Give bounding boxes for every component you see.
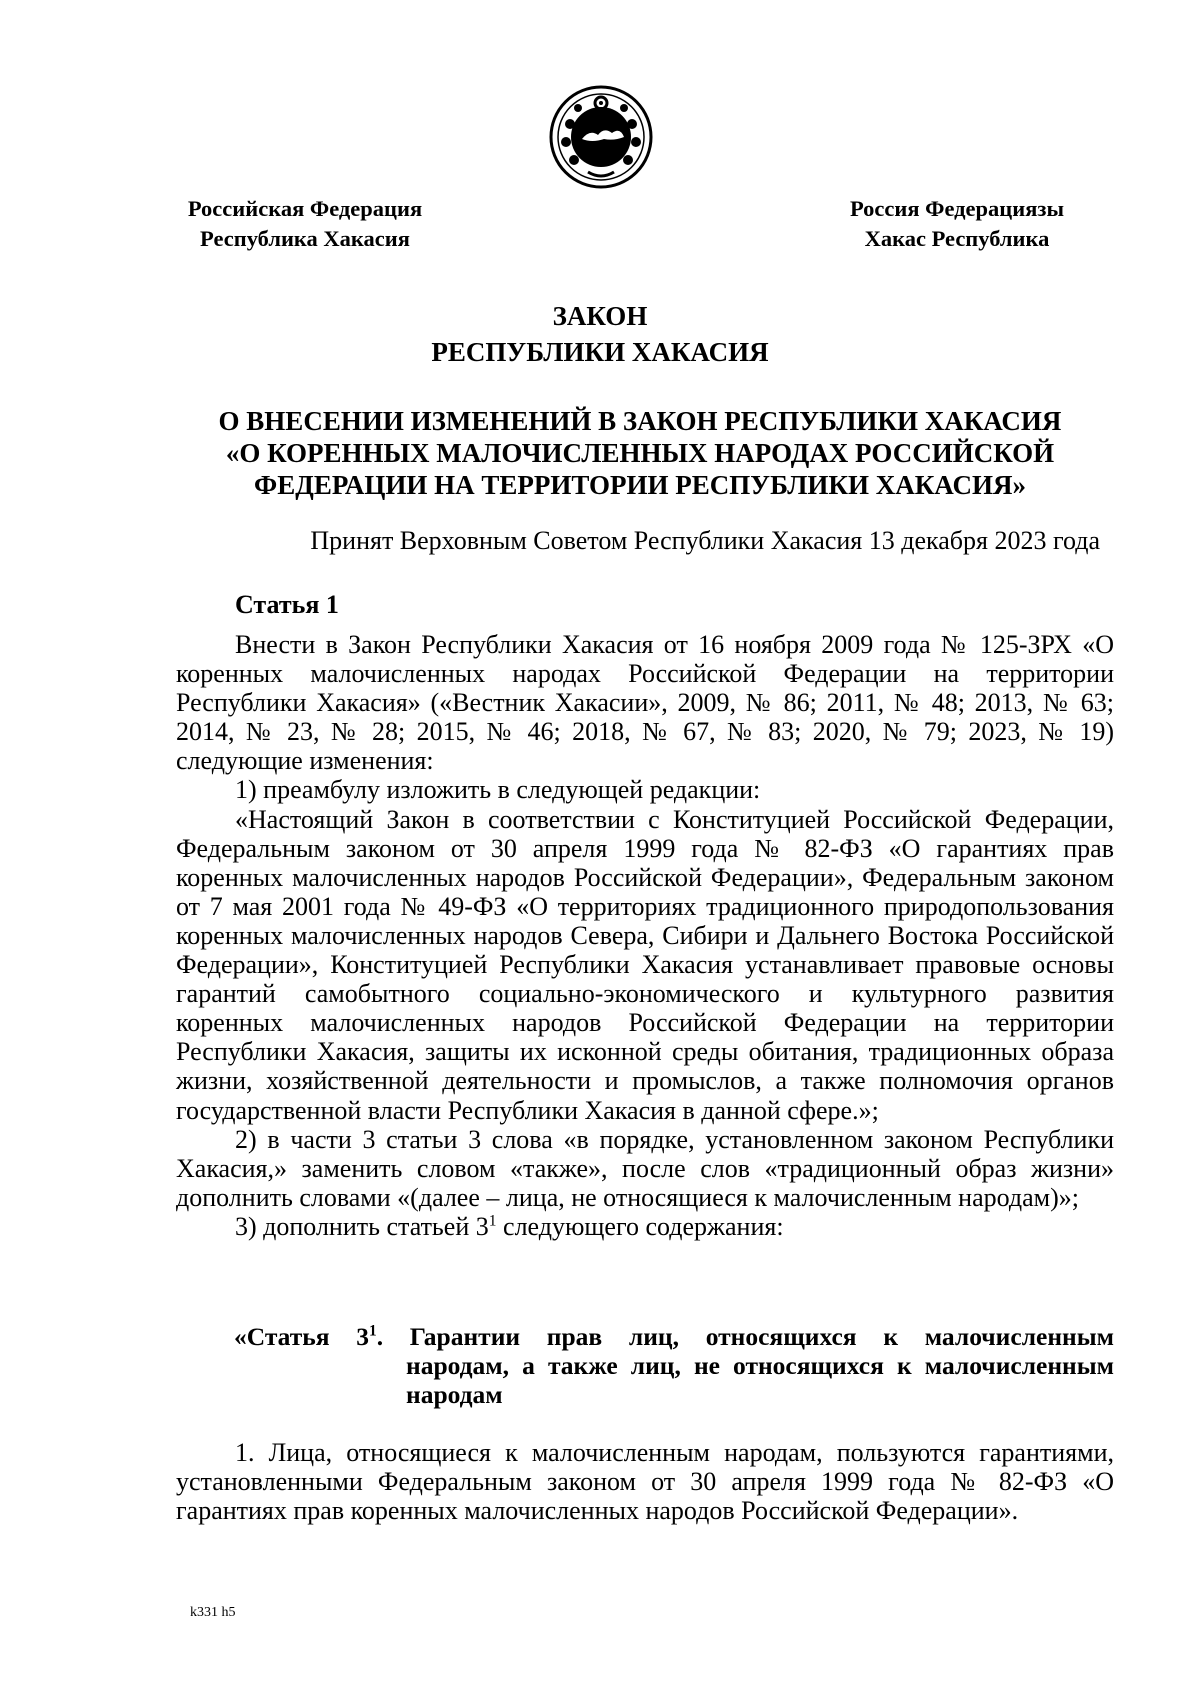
article-3-1-body <box>176 1438 1114 1525</box>
article-3-1-heading <box>234 1322 1114 1409</box>
document-issuer-title: РЕСПУБЛИКИ ХАКАСИЯ <box>431 337 769 367</box>
amendment-item-2: 2) в части 3 статьи 3 слова «в порядке, установленном законом Республики Хакасия,» заменить словом «также», после слов «традиционный образ жизни» дополнить словами «(далее – лица, не относящиеся к малочисленным народам)»; <box>176 1124 1114 1212</box>
law-subject-line2: «О КОРЕННЫХ МАЛОЧИСЛЕННЫХ НАРОДАХ РОССИЙСКОЙ <box>225 438 1055 468</box>
article-3-1-paragraph-1: 1. Лица, относящиеся к малочисленным народам, пользуются гарантиями, установленными Федеральным законом от 30 апреля 1999 года № 82-ФЗ «О гарантиях прав коренных малочисленных народов Российской Федерации». <box>176 1438 1114 1526</box>
article-3-1-heading-line1 <box>234 1322 1114 1351</box>
header-right-line1: Россия Федерациязы <box>849 196 1065 221</box>
amendment-item-3-superscript: 1 <box>488 1212 497 1230</box>
article-3-1-title-line1: Гарантии прав лиц, относящихся к малочисленным <box>383 1322 1114 1351</box>
document-type-title: ЗАКОН <box>552 301 648 331</box>
article-1-body <box>176 630 1114 1241</box>
article-3-1-title-continuation <box>234 1351 1114 1409</box>
article-3-1-title-line2: народам, а также лиц, не относящихся к малочисленным <box>406 1351 1114 1380</box>
article-3-1-dot: . <box>376 1322 384 1351</box>
amendment-item-3 <box>176 1212 1114 1241</box>
adoption-statement: Принят Верховным Советом Республики Хакасия 13 декабря 2023 года <box>310 526 1100 555</box>
amendment-item-3-text-end: следующего содержания: <box>496 1211 784 1241</box>
coat-of-arms-emblem-icon <box>548 84 654 190</box>
amendment-item-3-text: 3) дополнить статьей 3 <box>235 1211 489 1241</box>
article-1-intro: Внести в Закон Республики Хакасия от 16 ноября 2009 года № 125-ЗРХ «О коренных малочисленных народах Российской Федерации на территории Республики Хакасия» («Вестник Хакасии», 2009, № 86; 2011, № 48; 2013, № 63; 2014, № 23, № 28; 2015, № 46; 2018, № 67, № 83; 2020, № 79; 2023, № 19) следующие изменения: <box>176 630 1114 776</box>
article-3-1-title-line3: народам <box>406 1380 503 1409</box>
law-subject-line1: О ВНЕСЕНИИ ИЗМЕНЕНИЙ В ЗАКОН РЕСПУБЛИКИ ХАКАСИЯ <box>218 406 1062 436</box>
header-right <box>827 194 1087 254</box>
preamble-text: «Настоящий Закон в соответствии с Конституцией Российской Федерации, Федеральным законом от 30 апреля 1999 года № 82-ФЗ «О гарантиях прав коренных малочисленных народов Российской Федерации», Федеральным законом от 7 мая 2001 года № 49-ФЗ «О территориях традиционного природопользования коренных малочисленных народов Севера, Сибири и Дальнего Востока Российской Федерации», Конституцией Республики Хакасия устанавливает правовые основы гарантий самобытного социально-экономического и культурного развития коренных малочисленных народов Российской Федерации на территории Республики Хакасия, защиты их исконной среды обитания, традиционных образа жизни, хозяйственной деятельности и промыслов, а также полномочия органов государственной власти Республики Хакасия в данной сфере.»; <box>176 804 1114 1125</box>
header-left-line1: Российская Федерация <box>187 196 423 221</box>
article-1-heading: Статья 1 <box>235 590 339 619</box>
document-code: k331 h5 <box>190 1605 236 1620</box>
article-3-1-superscript: 1 <box>369 1322 377 1340</box>
header-right-line2: Хакас Республика <box>864 226 1050 251</box>
header-left <box>160 194 450 254</box>
amendment-item-1: 1) преамбулу изложить в следующей редакции: <box>235 775 761 805</box>
law-subject-line3: ФЕДЕРАЦИИ НА ТЕРРИТОРИИ РЕСПУБЛИКИ ХАКАСИЯ» <box>254 470 1026 500</box>
law-subject <box>170 405 1110 501</box>
header-left-line2: Республика Хакасия <box>200 226 410 251</box>
article-3-1-prefix: «Статья 3 <box>234 1322 370 1351</box>
